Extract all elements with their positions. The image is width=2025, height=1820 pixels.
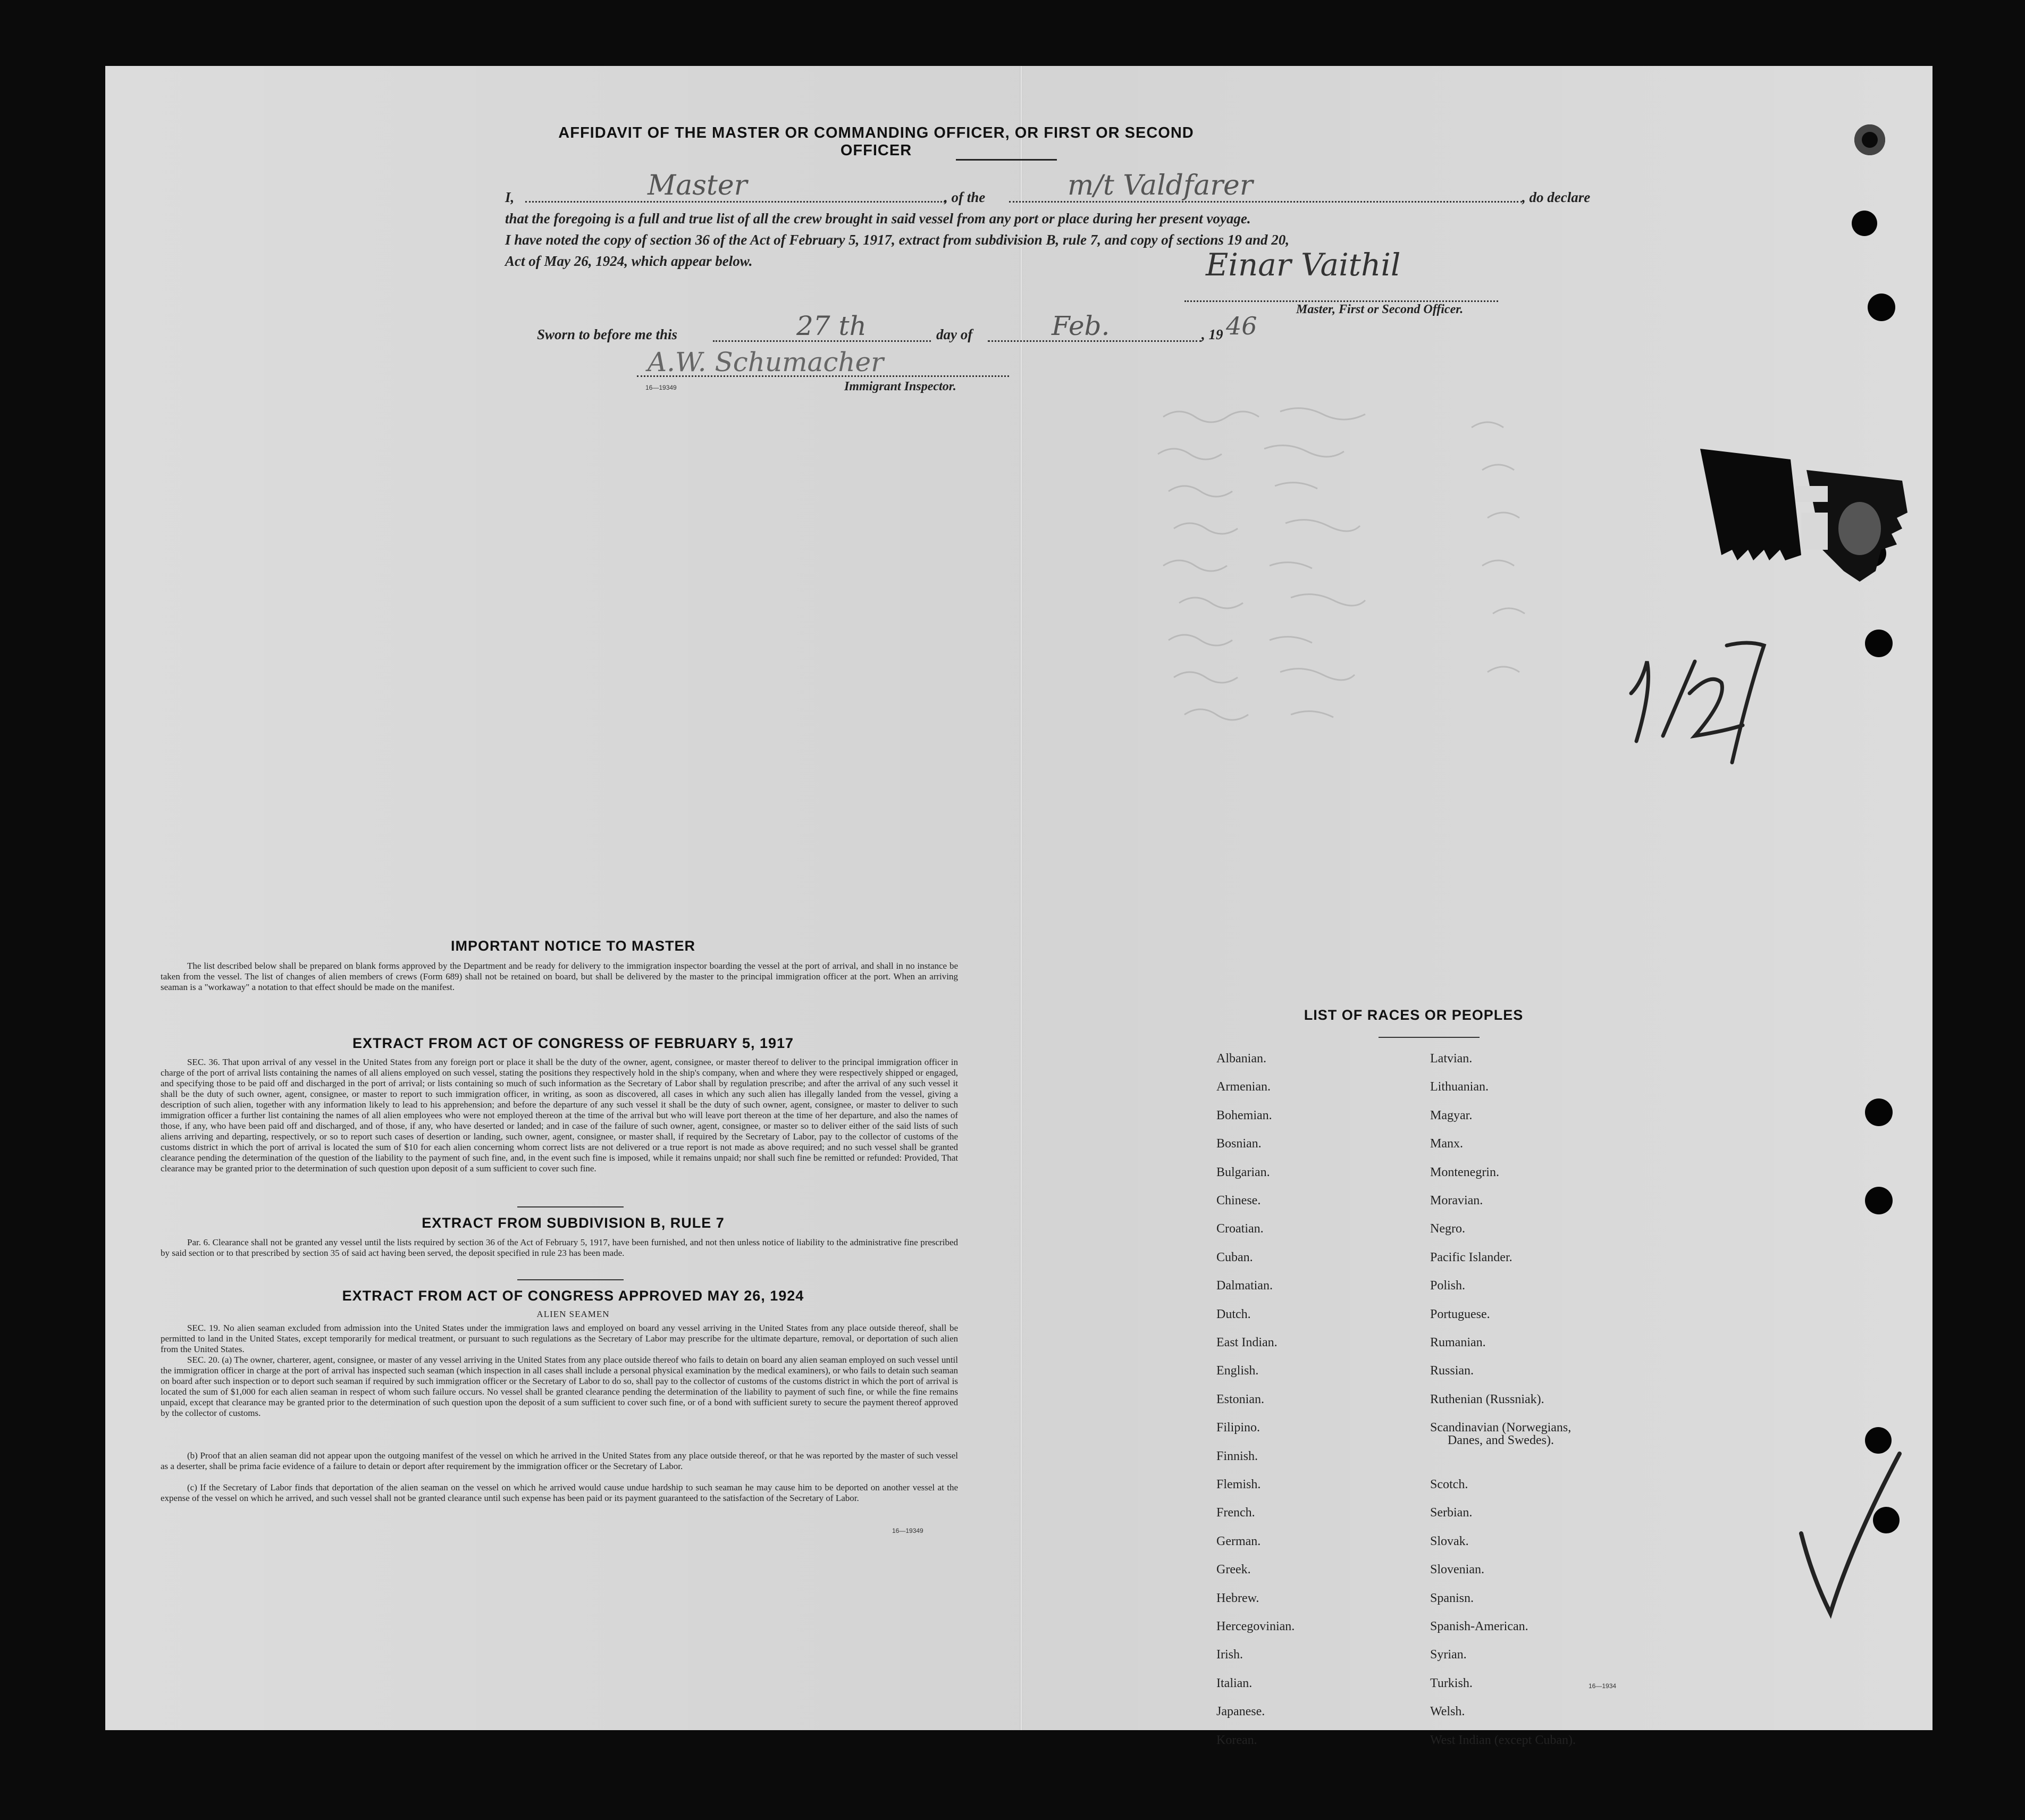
races-divider: [1379, 1037, 1480, 1038]
race-item: Danes, and Swedes).: [1448, 1433, 1554, 1448]
race-item: Greek.: [1216, 1563, 1251, 1577]
race-item: Bosnian.: [1216, 1137, 1262, 1151]
race-item: East Indian.: [1216, 1336, 1278, 1349]
race-item: Estonian.: [1216, 1392, 1264, 1406]
race-item: Negro.: [1430, 1222, 1465, 1236]
form-number-bottom-left: 16—19349: [892, 1527, 923, 1534]
race-item: Scandinavian (Norwegians,: [1430, 1421, 1572, 1435]
race-item: Hercegovinian.: [1216, 1620, 1295, 1633]
race-item: Dalmatian.: [1216, 1279, 1273, 1293]
race-item: Slovak.: [1430, 1534, 1469, 1548]
inspector-signature-line: [637, 375, 1009, 377]
form-number-races: 16—1934: [1589, 1682, 1617, 1690]
extract-1924-title: EXTRACT FROM ACT OF CONGRESS APPROVED MAY 26, 1924: [342, 1288, 804, 1304]
race-item: Moravian.: [1430, 1194, 1483, 1207]
alien-seamen-subtitle: ALIEN SEAMEN: [536, 1309, 610, 1319]
signature-line: [1184, 300, 1498, 302]
handwritten-year: 46: [1226, 312, 1257, 340]
affidavit-title: AFFIDAVIT OF THE MASTER OR COMMANDING OFFICER, OR FIRST OR SECOND OFFICER: [558, 124, 1194, 159]
section-20c-text: (c) If the Secretary of Labor finds that deportation of the alien seaman on the vessel on which he arrived would cause undue hardship to such seaman he may cause him to be deported on another vessel at the expense of the vessel on which he arrived, and such vessel shall not be granted clearance until such expense has been paid or its payment guaranteed to the satisfaction of the Secretary of Labor.: [161, 1482, 958, 1503]
race-item: Italian.: [1216, 1676, 1253, 1690]
officer-caption: Master, First or Second Officer.: [1296, 303, 1464, 316]
race-item: Bohemian.: [1216, 1108, 1272, 1122]
punch-hole: [1868, 293, 1895, 321]
notice-title: IMPORTANT NOTICE TO MASTER: [451, 938, 695, 954]
race-item: Bulgarian.: [1216, 1165, 1270, 1179]
race-item: Finnish.: [1216, 1449, 1258, 1463]
punch-hole: [1873, 1507, 1900, 1533]
notice-text: The list described below shall be prepared on blank forms approved by the Department and be ready for delivery to the immigration inspector boarding the vessel at the port of arrival, and shall in no instance be taken from the vessel. The list of changes of alien members of crews (Form 689) shall not be retained on board, but shall be delivered by the master to the principal immigration officer at the port. When an arriving seaman is a "workaway" a notation to that effect should be made on the manifest.: [161, 961, 958, 992]
race-item: Spanish-American.: [1430, 1620, 1528, 1633]
section-20b-text: (b) Proof that an alien seaman did not appear upon the outgoing manifest of the vessel on which he arrived in the United States from any place outside thereof, or that he was reported by the master of such vessel as a deserter, shall be prima facie evidence of a failure to detain or deport after requirement by the immigration officer or the Secretary of Labor.: [161, 1450, 958, 1471]
section-19-text: SEC. 19. No alien seaman excluded from admission into the United States under the immigration laws and employed on board any vessel arriving in the United States from any place outside thereof, shall be permitted to land in the United States, except temporarily for medical treatment, or pursuant to such regulations as the Secretary of Labor may prescribe for the ultimate departure, removal, or deportation of such alien from the United States.: [161, 1323, 958, 1354]
race-item: Scotch.: [1430, 1478, 1468, 1491]
race-item: Montenegrin.: [1430, 1165, 1499, 1179]
race-item: Hebrew.: [1216, 1591, 1259, 1605]
race-item: Ruthenian (Russniak).: [1430, 1392, 1544, 1406]
extract-1917-text: SEC. 36. That upon arrival of any vessel in the United States from any foreign port or place it shall be the duty of the owner, agent, consignee, or master thereof to deliver to the principal immigration officer in charge of the port of arrival lists containing the names of all aliens employed on such vessel, stating the positions they respectively hold in the ship's company, when and where they were respectively shipped or engaged, and specifying those to be paid off and discharged in the port of arrival; or lists containing so much of such information as the Secretary of Labor shall by regulation prescribe; and after the arrival of any such vessel it shall be the duty of such owner, agent, consignee, or master to report to such immigration officer, in writing, as soon as discovered, all cases in which any such alien has illegally landed from the vessel, giving a description of such alien, together with any information likely to lead to his apprehension; and before the departure of any such vessel it shall be the duty of such owner, agent, consignee, or master to deliver to such immigration officer a further list containing the names of all alien employees who were not employed thereon at the time of the arrival but who will leave port thereon at the time of her departure, and also the names of those, if any, who have been paid off and discharged, and of those, if any, who have deserted or landed; and in case of the failure of such owner, agent, consignee, or master so to deliver either of the said lists of such aliens arriving and departing, respectively, or so to report such cases of desertion or landing, such owner, agent, consignee, or master shall, if required by the Secretary of Labor, pay to the collector of customs of the customs district in which the port of arrival is located the sum of $10 for each alien concerning whom correct lists are not delivered or a true report is not made as above required; and no such vessel shall be granted clearance pending the determination of the question of the liability to the payment of such fine, and, in the event such fine is imposed, while it remains unpaid; nor shall such fine be remitted or refunded: Provided, That clearance may be granted prior to the determination of such question upon deposit of a sum sufficient to cover such fine.: [161, 1057, 958, 1173]
race-item: Polish.: [1430, 1279, 1466, 1293]
race-item: Magyar.: [1430, 1108, 1473, 1122]
torn-tape-remnant: [1700, 449, 1913, 630]
race-item: Croatian.: [1216, 1222, 1264, 1236]
check-mark: [1791, 1448, 1908, 1629]
race-item: Albanian.: [1216, 1052, 1266, 1066]
section-20a-text: SEC. 20. (a) The owner, charterer, agent, consignee, or master of any vessel arriving in the United States from any place outside thereof who fails to detain on board any alien seaman employed on such vessel until the immigration officer in charge at the port of arrival has inspected such seaman (which inspection in all cases shall include a personal physical examination by the medical examiners), or who fails to detain such seaman on board after such inspection or to deport such seaman if required by such immigration officer or the Secretary of Labor to do so, shall pay to the collector of customs of the customs district in which the port of arrival is located the sum of $1,000 for each alien seaman in respect of whom such failure occurs. No vessel shall be granted clearance pending the determination of the liability to payment of such fine, or while the fine remains unpaid, except that clearance may be granted prior to the determination of such question upon the deposit of a sum sufficient to cover such fine, or of a bond with sufficient surety to secure the payment thereof approved by the collector of customs.: [161, 1355, 958, 1418]
section-divider-2: [517, 1279, 624, 1280]
race-item: Turkish.: [1430, 1676, 1473, 1690]
race-item: Flemish.: [1216, 1478, 1261, 1491]
race-item: Spanisn.: [1430, 1591, 1474, 1605]
race-item: Latvian.: [1430, 1052, 1473, 1066]
race-item: Welsh.: [1430, 1705, 1465, 1719]
handwritten-month: Feb.: [1052, 311, 1110, 341]
handwritten-vessel: m/t Valdfarer: [1068, 170, 1253, 202]
sworn-year-prefix: , 19: [1201, 326, 1223, 342]
sworn-text: Sworn to before me this: [537, 326, 678, 342]
race-item: Slovenian.: [1430, 1563, 1484, 1577]
affidavit-line1-mid: , of the: [944, 189, 986, 205]
affidavit-line1-start: I,: [505, 189, 515, 205]
title-divider: [956, 159, 1057, 161]
punch-hole: [1865, 630, 1893, 657]
extract-1917-title: EXTRACT FROM ACT OF CONGRESS OF FEBRUARY 5, 1917: [352, 1035, 794, 1051]
races-title: LIST OF RACES OR PEOPLES: [1304, 1007, 1524, 1023]
page-fold: [1020, 66, 1023, 1730]
race-item: Manx.: [1430, 1137, 1463, 1151]
race-item: Serbian.: [1430, 1506, 1473, 1520]
grommet-hole: [1854, 124, 1885, 155]
race-item: Filipino.: [1216, 1421, 1261, 1435]
race-item: Portuguese.: [1430, 1307, 1490, 1321]
section-divider-1: [517, 1206, 624, 1207]
officer-signature: Einar Vaithil: [1206, 247, 1401, 283]
punch-hole: [1865, 1427, 1892, 1454]
affidavit-line3: I have noted the copy of section 36 of the Act of February 5, 1917, extract from subdivision B, rule 7, and copy of sections 19 and 20,: [505, 232, 1289, 248]
race-item: West Indian (except Cuban).: [1430, 1733, 1576, 1747]
punch-hole: [1852, 211, 1877, 236]
race-item: Russian.: [1430, 1364, 1474, 1378]
punch-hole: [1865, 1098, 1893, 1126]
race-item: Pacific Islander.: [1430, 1250, 1513, 1264]
race-item: French.: [1216, 1506, 1255, 1520]
affidavit-line4: Act of May 26, 1924, which appear below.: [505, 253, 753, 269]
handwritten-name: Master: [648, 170, 747, 202]
bleed-through-handwriting: [1142, 396, 1620, 778]
race-item: Chinese.: [1216, 1194, 1261, 1207]
inspector-caption: Immigrant Inspector.: [844, 380, 956, 393]
race-item: English.: [1216, 1364, 1259, 1378]
inspector-signature: A.W. Schumacher: [648, 347, 884, 378]
race-item: Dutch.: [1216, 1307, 1251, 1321]
extract-rule7-title: EXTRACT FROM SUBDIVISION B, RULE 7: [422, 1215, 725, 1231]
race-item: Japanese.: [1216, 1705, 1265, 1719]
sworn-day-of: day of: [936, 326, 973, 342]
extract-rule7-text: Par. 6. Clearance shall not be granted any vessel until the lists required by section 36 of the Act of February 5, 1917, have been furnished, and not then unless notice of liability to the administrative fine prescribed by said section or to that prescribed by section 35 of said act having been served, the deposit specified in rule 23 has been made.: [161, 1237, 958, 1258]
handwritten-number-mark: [1615, 630, 1775, 768]
affidavit-line2: that the foregoing is a full and true list of all the crew brought in said vessel from any port or place during her present voyage.: [505, 211, 1251, 227]
handwritten-day: 27 th: [796, 311, 867, 341]
race-item: Rumanian.: [1430, 1336, 1486, 1349]
race-item: Lithuanian.: [1430, 1080, 1489, 1094]
race-item: Armenian.: [1216, 1080, 1271, 1094]
punch-hole: [1865, 1187, 1893, 1214]
document-page: [105, 66, 1932, 1747]
affidavit-line1-end: , do declare: [1522, 189, 1591, 205]
race-item: Irish.: [1216, 1648, 1243, 1662]
race-item: German.: [1216, 1534, 1261, 1548]
race-item: Korean.: [1216, 1733, 1257, 1747]
race-item: Syrian.: [1430, 1648, 1467, 1662]
race-item: Cuban.: [1216, 1250, 1253, 1264]
form-number-top: 16—19349: [645, 384, 677, 391]
